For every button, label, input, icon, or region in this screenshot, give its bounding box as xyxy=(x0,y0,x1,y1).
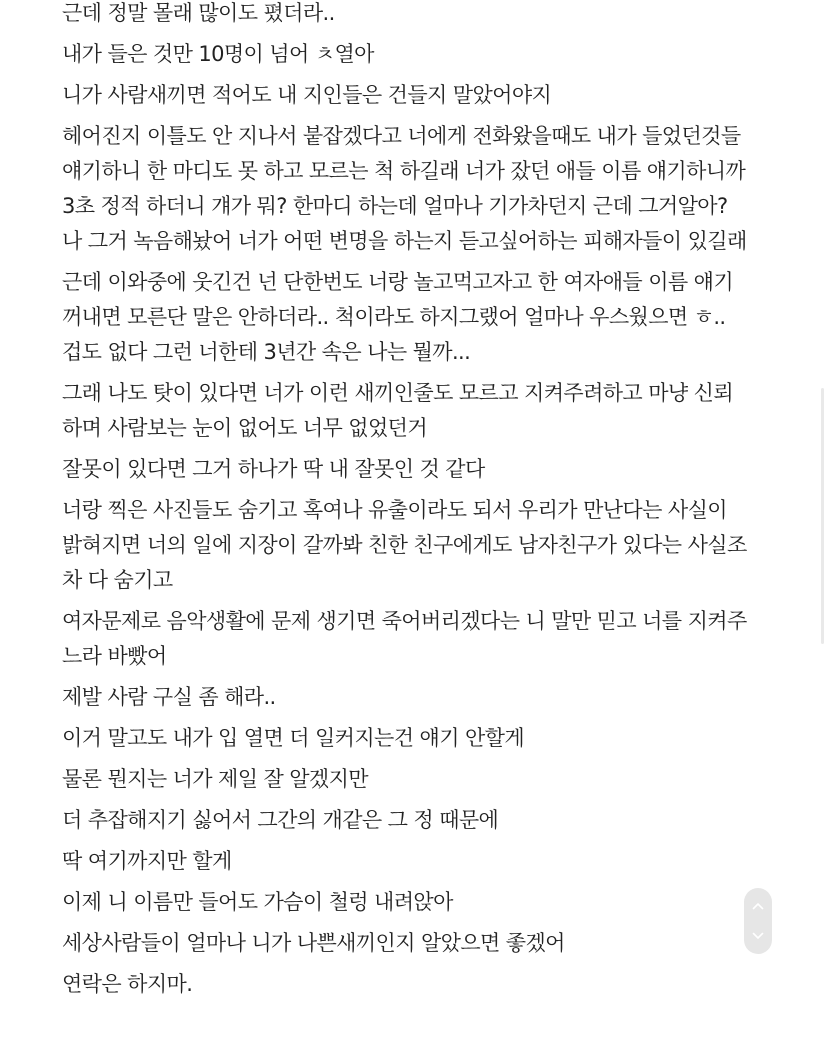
text-line: 물론 뭔지는 너가 제일 잘 알겠지만 xyxy=(62,767,368,791)
paragraph xyxy=(62,265,782,376)
paragraph xyxy=(62,452,782,493)
text-line: 연락은 하지마. xyxy=(62,972,193,996)
paragraph xyxy=(62,762,782,803)
text-line: 이거 말고도 내가 입 열면 더 일커지는건 얘기 안할게 xyxy=(62,726,525,750)
scroll-up-button[interactable] xyxy=(744,891,772,921)
text-line: 나 그거 녹음해놨어 너가 어떤 변명을 하는지 듣고싶어하는 피해자들이 있길래 xyxy=(62,229,747,253)
text-line: 얘기하니 한 마디도 못 하고 모르는 척 하길래 너가 잤던 애들 이름 얘기하니까 xyxy=(62,159,746,183)
text-line: 헤어진지 이틀도 안 지나서 붙잡겠다고 너에게 전화왔을때도 내가 들었던것들 xyxy=(62,124,741,148)
paragraph xyxy=(62,967,782,1008)
paragraph xyxy=(62,721,782,762)
paragraph xyxy=(62,604,782,680)
scroll-control xyxy=(744,888,772,954)
text-line: 근데 이와중에 웃긴건 넌 단한번도 너랑 놀고먹고자고 한 여자애들 이름 얘기 xyxy=(62,270,734,294)
text-line: 이제 니 이름만 들어도 가슴이 철렁 내려앉아 xyxy=(62,890,453,914)
text-line: 내가 들은 것만 10명이 넘어 ㅊ열아 xyxy=(62,42,374,66)
text-line: 세상사람들이 얼마나 니가 나쁜새끼인지 알았으면 좋겠어 xyxy=(62,931,565,955)
scrollbar[interactable] xyxy=(821,388,824,644)
post-body xyxy=(62,0,782,1008)
text-line: 하며 사람보는 눈이 없어도 너무 없었던거 xyxy=(62,416,428,440)
paragraph xyxy=(62,844,782,885)
text-line: 더 추잡해지기 싫어서 그간의 개같은 그 정 때문에 xyxy=(62,808,499,832)
text-line: 딱 여기까지만 할게 xyxy=(62,849,232,873)
text-line: 근데 정말 몰래 많이도 폈더라.. xyxy=(62,1,335,25)
text-line: 너랑 찍은 사진들도 숨기고 혹여나 유출이라도 되서 우리가 만난다는 사실이 xyxy=(62,498,727,522)
paragraph xyxy=(62,926,782,967)
text-line: 겁도 없다 그런 너한테 3년간 속은 나는 뭘까... xyxy=(62,340,471,364)
text-line: 3초 정적 하더니 걔가 뭐? 한마디 하는데 얼마나 기가차던지 근데 그거알아? xyxy=(62,194,728,218)
text-line: 차 다 숨기고 xyxy=(62,568,173,592)
scroll-down-button[interactable] xyxy=(744,921,772,951)
paragraph xyxy=(62,376,782,452)
chevron-up-icon xyxy=(752,902,764,910)
text-line: 그래 나도 탓이 있다면 너가 이런 새끼인줄도 모르고 지켜주려하고 마냥 신뢰 xyxy=(62,381,734,405)
text-line: 느라 바빴어 xyxy=(62,644,167,668)
paragraph xyxy=(62,803,782,844)
paragraph xyxy=(62,885,782,926)
text-line: 밝혀지면 너의 일에 지장이 갈까봐 친한 친구에게도 남자친구가 있다는 사실조 xyxy=(62,533,747,557)
text-line: 니가 사람새끼면 적어도 내 지인들은 건들지 말았어야지 xyxy=(62,83,552,107)
text-line: 꺼내면 모른단 말은 안하더라.. 척이라도 하지그랬어 얼마나 우스웠으면 ㅎ.. xyxy=(62,305,726,329)
text-line: 여자문제로 음악생활에 문제 생기면 죽어버리겠다는 니 말만 믿고 너를 지켜주 xyxy=(62,609,747,633)
text-line: 제발 사람 구실 좀 해라.. xyxy=(62,685,276,709)
text-line: 잘못이 있다면 그거 하나가 딱 내 잘못인 것 같다 xyxy=(62,457,485,481)
paragraph xyxy=(62,37,782,78)
paragraph xyxy=(62,78,782,119)
paragraph xyxy=(62,0,782,37)
paragraph xyxy=(62,119,782,265)
paragraph xyxy=(62,680,782,721)
chevron-down-icon xyxy=(752,932,764,940)
paragraph xyxy=(62,493,782,604)
